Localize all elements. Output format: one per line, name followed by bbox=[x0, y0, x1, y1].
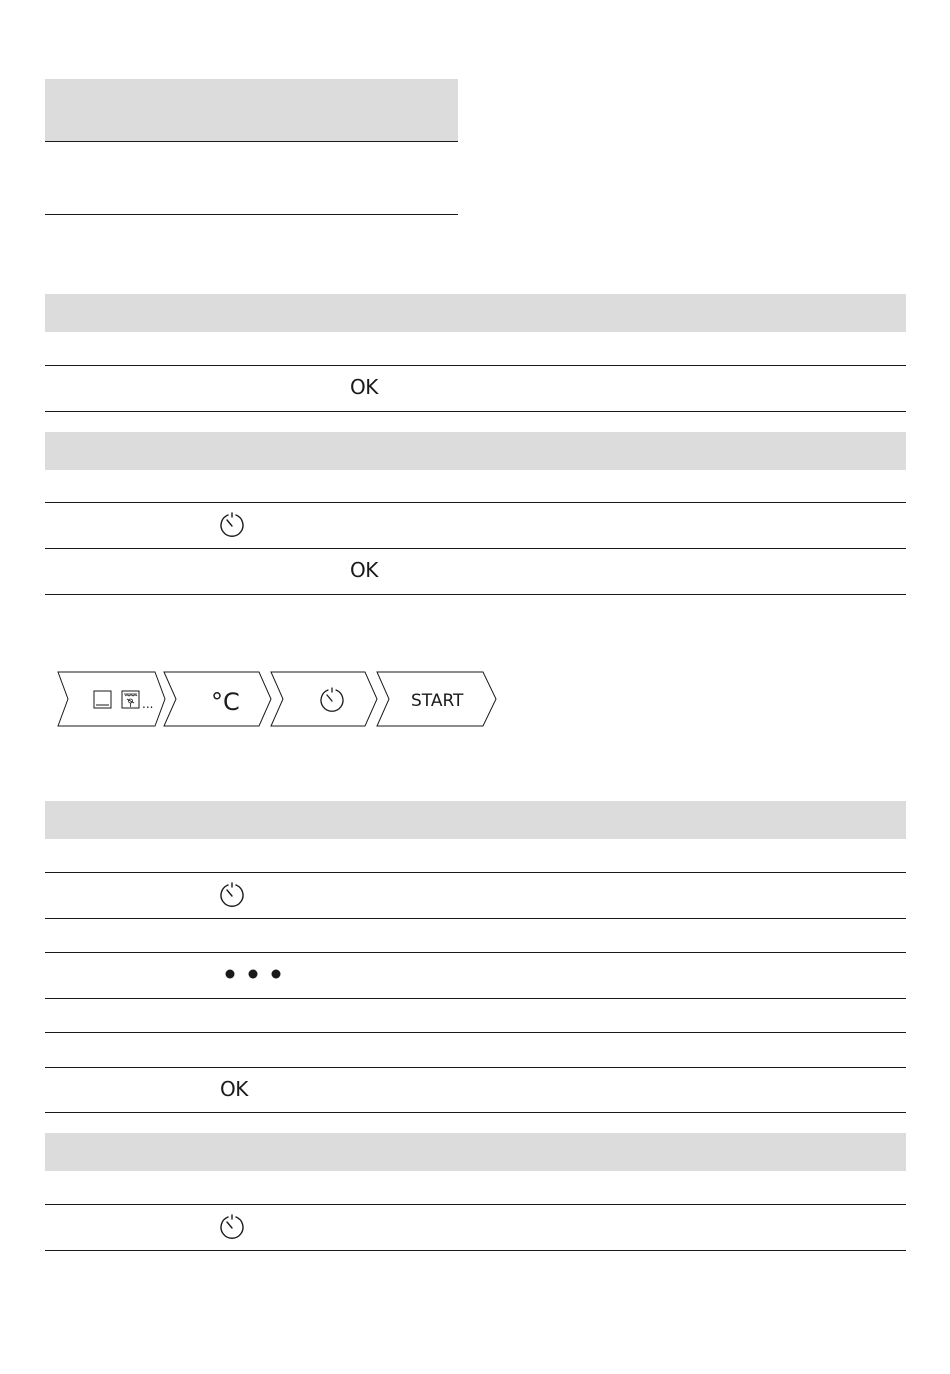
table1-header bbox=[45, 294, 906, 332]
flow-step-time bbox=[271, 672, 377, 726]
top-table-rule bbox=[45, 214, 458, 215]
table1-rule bbox=[45, 365, 906, 366]
table1-rule bbox=[45, 411, 906, 412]
ok-button-label: OK bbox=[350, 558, 378, 582]
table4-rule bbox=[45, 1204, 906, 1205]
table4-header bbox=[45, 1133, 906, 1171]
celsius-label: °C bbox=[211, 688, 240, 716]
table3-rule bbox=[45, 952, 906, 953]
flow-step-ellipsis: ... bbox=[142, 697, 154, 711]
table3-rule bbox=[45, 1112, 906, 1113]
table3-header bbox=[45, 801, 906, 839]
timer-icon bbox=[219, 1213, 245, 1241]
ok-button-label: OK bbox=[220, 1077, 248, 1101]
top-table-rule bbox=[45, 141, 458, 142]
start-label: START bbox=[411, 691, 464, 711]
table3-rule bbox=[45, 1032, 906, 1033]
table2-rule bbox=[45, 502, 906, 503]
more-dots-icon bbox=[224, 968, 284, 980]
table3-rule bbox=[45, 872, 906, 873]
table4-rule bbox=[45, 1250, 906, 1251]
table2-rule bbox=[45, 594, 906, 595]
timer-icon bbox=[219, 881, 245, 909]
top-table-header bbox=[45, 79, 458, 141]
table3-rule bbox=[45, 1067, 906, 1068]
table3-rule bbox=[45, 918, 906, 919]
program-flow-diagram bbox=[55, 670, 500, 730]
table3-rule bbox=[45, 998, 906, 999]
ok-button-label: OK bbox=[350, 375, 378, 399]
timer-icon bbox=[219, 511, 245, 539]
table2-header bbox=[45, 432, 906, 470]
table2-rule bbox=[45, 548, 906, 549]
